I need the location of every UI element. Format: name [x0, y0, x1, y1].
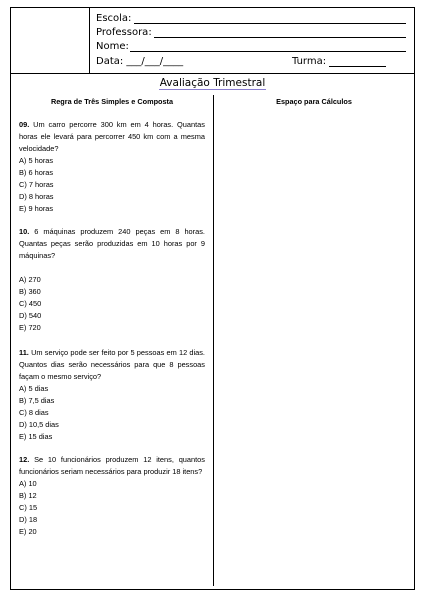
column-divider [213, 95, 214, 586]
option-c[interactable]: C) 450 [19, 299, 42, 308]
options-list [19, 274, 205, 334]
option-c[interactable]: C) 8 dias [19, 408, 49, 417]
option-b[interactable]: B) 360 [19, 287, 41, 296]
turma-label: Turma: [292, 56, 327, 67]
question-stem [19, 347, 205, 383]
options-list [19, 155, 205, 215]
option-c[interactable]: C) 15 [19, 503, 38, 512]
option-e[interactable]: E) 20 [19, 527, 37, 536]
option-d[interactable]: D) 540 [19, 311, 42, 320]
nome-label: Nome: [96, 41, 129, 52]
option-e[interactable]: E) 720 [19, 323, 41, 332]
data-label: Data: ___/___/____ [96, 56, 184, 67]
left-column-heading: Regra de Três Simples e Composta [50, 97, 174, 106]
option-a[interactable]: A) 5 horas [19, 156, 54, 165]
question-text: Se 10 funcionários produzem 12 itens, quantos funcionários seriam necessários para produzir 18 itens? [19, 455, 205, 476]
option-a[interactable]: A) 270 [19, 275, 41, 284]
header [11, 8, 414, 74]
question-09 [19, 119, 205, 215]
question-text: Um carro percorre 300 km em 4 horas. Quantas horas ele levará para percorrer 450 km com a mesma velocidade? [19, 120, 205, 153]
options-list [19, 478, 205, 538]
option-d[interactable]: D) 8 horas [19, 192, 54, 201]
option-d[interactable]: D) 10,5 dias [19, 420, 59, 429]
option-e[interactable]: E) 9 horas [19, 204, 54, 213]
option-a[interactable]: A) 5 dias [19, 384, 49, 393]
title-text: Avaliação Trimestral [159, 77, 266, 89]
option-a[interactable]: A) 10 [19, 479, 37, 488]
option-b[interactable]: B) 12 [19, 491, 37, 500]
question-stem [19, 119, 205, 155]
escola-line [134, 23, 406, 24]
professora-line [154, 37, 406, 38]
question-number: 09. [19, 120, 30, 129]
nome-line [130, 51, 406, 52]
professora-label: Professora: [96, 27, 152, 38]
escola-field [96, 12, 406, 26]
option-c[interactable]: C) 7 horas [19, 180, 54, 189]
question-number: 12. [19, 455, 30, 464]
question-stem [19, 226, 205, 262]
data-turma-field [96, 55, 406, 69]
escola-label: Escola: [96, 13, 132, 24]
question-stem [19, 454, 205, 478]
page-title [11, 77, 414, 90]
question-number: 11. [19, 348, 29, 357]
option-d[interactable]: D) 18 [19, 515, 38, 524]
right-column-heading: Espaço para Cálculos [276, 97, 352, 106]
question-text: 6 máquinas produzem 240 peças em 8 horas. Quantas peças serão produzidas em 10 horas por 9 máquinas? [19, 227, 205, 260]
option-b[interactable]: B) 7,5 dias [19, 396, 55, 405]
turma-line [329, 66, 386, 67]
question-11 [19, 347, 205, 443]
professora-field [96, 26, 406, 40]
option-b[interactable]: B) 6 horas [19, 168, 54, 177]
question-10 [19, 226, 205, 334]
option-e[interactable]: E) 15 dias [19, 432, 53, 441]
logo-box [11, 8, 90, 73]
options-list [19, 383, 205, 443]
question-number: 10. [19, 227, 30, 236]
question-12 [19, 454, 205, 538]
exam-sheet [10, 7, 415, 590]
question-text: Um serviço pode ser feito por 5 pessoas em 12 dias. Quantos dias serão necessários para que 8 pessoas façam o mesmo serviço? [19, 348, 205, 381]
nome-field [96, 40, 406, 54]
